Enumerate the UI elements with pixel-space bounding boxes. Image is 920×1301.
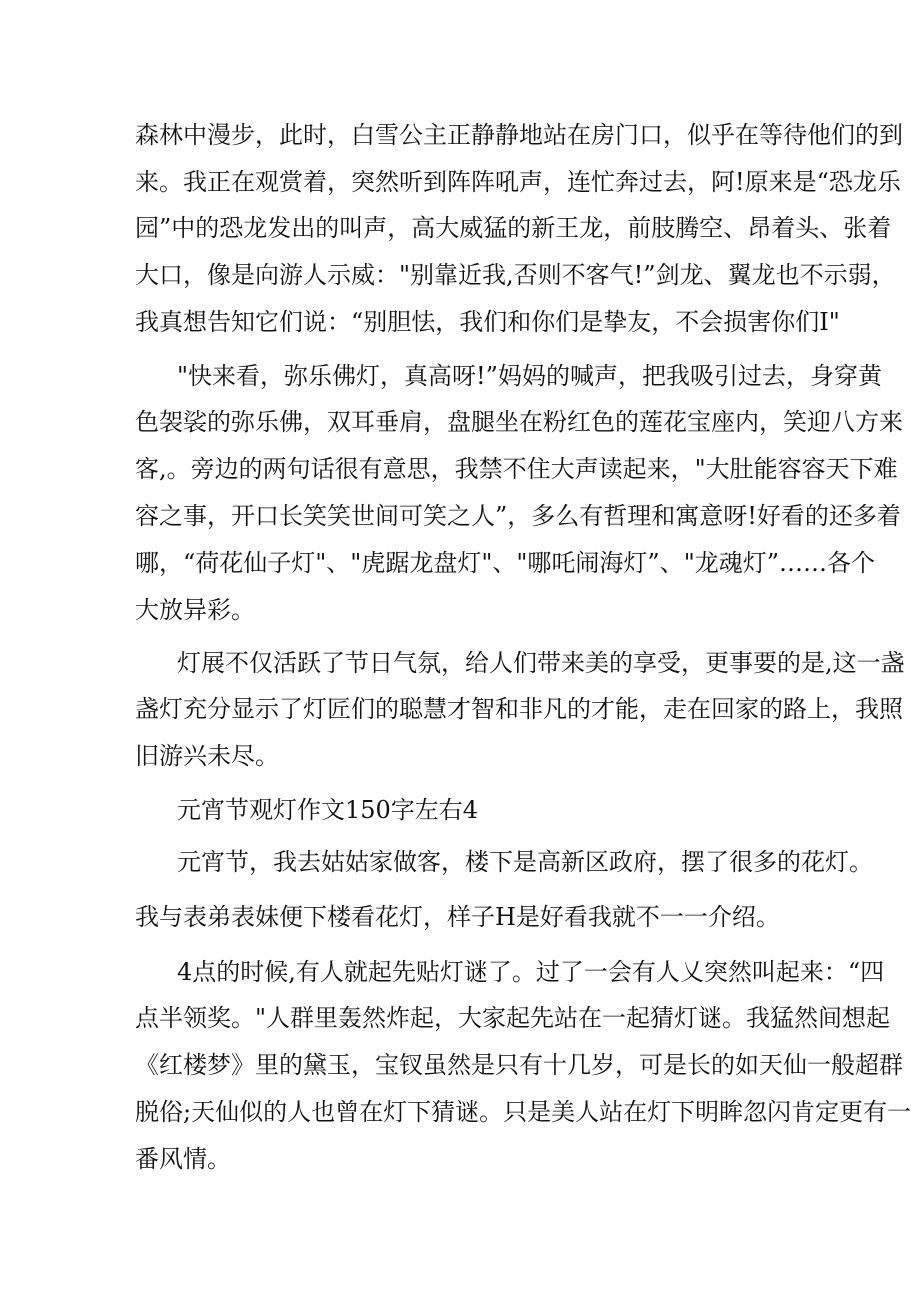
text-line: 容之事，开口长笑笑世间可笑之人”，多么有哲理和寓意呀!好看的还多着 — [135, 502, 901, 530]
text-line: "快来看，弥乐佛灯，真高呀!”妈妈的喊声，把我吸引过去，身穿黄 — [177, 362, 882, 390]
text-line: 灯展不仅活跃了节日气氛，给人们带来美的享受，更事要的是,这一盏 — [177, 649, 905, 677]
text-line: 森林中漫步，此时，白雪公主正静静地站在房门口，似乎在等待他们的到 — [135, 121, 903, 149]
text-line: 《红楼梦》里的黛玉，宝钗虽然是只有十几岁，可是长的如天仙一般超群 — [135, 1051, 903, 1079]
text-line: 园”中的恐龙发出的叫声，高大威猛的新王龙，前肢腾空、昂着头、张着 — [135, 214, 892, 242]
text-line: 大放异彩。 — [135, 596, 255, 624]
text-line: 色袈裟的弥乐佛，双耳垂肩，盘腿坐在粉红色的莲花宝座内，笑迎八方来 — [135, 408, 903, 436]
text-line: 大口，像是向游人示威："别靠近我,否则不客气!”剑龙、翼龙也不示弱， — [135, 261, 896, 289]
text-line: 我真想告知它们说：“别胆怯，我们和你们是挚友，不会损害你们I" — [135, 308, 840, 336]
text-line: 元宵节，我去姑姑家做客，楼下是高新区政府，摆了很多的花灯。 — [177, 848, 873, 876]
text-line: 盏灯充分显示了灯匠们的聪慧才智和非凡的才能，走在回家的路上，我照 — [135, 695, 903, 723]
text-line: 脱俗;天仙似的人也曾在灯下猜谜。只是美人站在灯下明眸忽闪肯定更有一 — [135, 1098, 912, 1126]
text-line: 点半领奖。"人群里轰然炸起，大家起先站在一起猜灯谜。我猛然间想起 — [135, 1004, 891, 1032]
text-line: 哪，“荷花仙子灯"、"虎踞龙盘灯"、"哪吒闹海灯”、"龙魂灯”……各个 — [135, 549, 876, 577]
text-line: 旧游兴未尽。 — [135, 742, 279, 770]
text-line: 客,。旁边的两句话很有意思，我禁不住大声读起来，"大肚能容容天下难 — [135, 455, 898, 483]
text-line: 4点的时候,有人就起先贴灯谜了。过了一会有人乂突然叫起来：“四 — [177, 958, 885, 986]
text-line: 我与表弟表妹便下楼看花灯，样子H是好看我就不一一介绍。 — [135, 903, 780, 931]
section-heading: 元宵节观灯作文150字左右4 — [177, 796, 479, 824]
text-line: 番风情。 — [135, 1145, 231, 1173]
text-line: 来。我正在观赏着，突然听到阵阵吼声，连忙奔过去，阿!原来是“恐龙乐 — [135, 168, 901, 196]
